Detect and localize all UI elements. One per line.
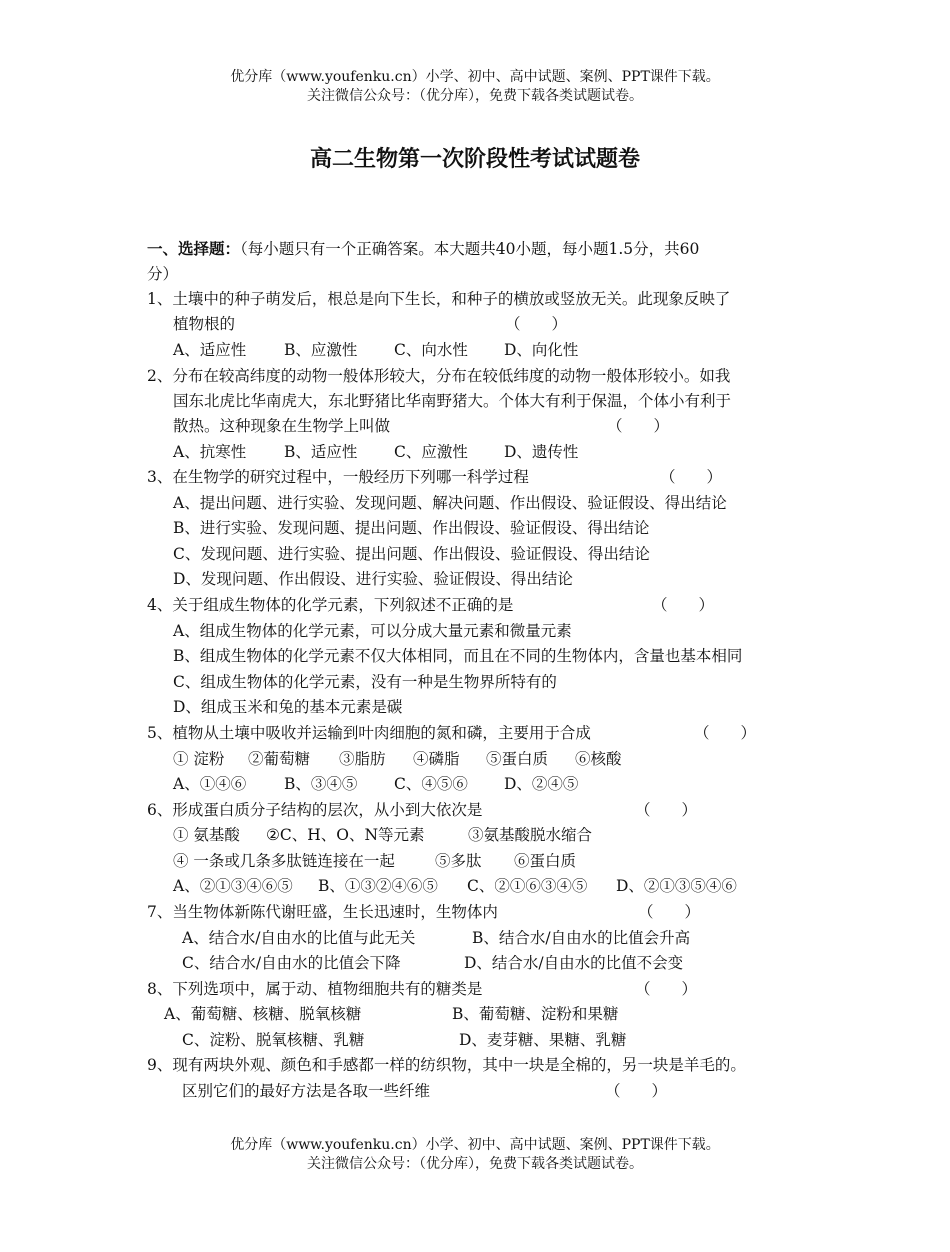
q6-item-4: ④ 一条或几条多肽链连接在一起: [173, 852, 395, 870]
header-line-1: 优分库（www.youfenku.cn）小学、初中、高中试题、案例、PPT课件下载。: [230, 69, 720, 85]
q1-option-d: D、向化性: [504, 341, 579, 359]
q6-item-6: ⑥蛋白质: [514, 852, 577, 870]
section-desc-cont: 分）: [147, 265, 179, 283]
q6-option-a: A、②①③④⑥⑤: [173, 877, 293, 895]
q3-option-a: A、提出问题、进行实验、发现问题、解决问题、作出假设、验证假设、得出结论: [173, 494, 727, 512]
q6-option-b: B、①③②④⑥⑤: [318, 877, 438, 895]
q7-answer-blank: （ ）: [638, 903, 701, 921]
q6-item-2: ②C、H、O、N等元素: [266, 826, 425, 844]
q1-stem-1: 1、土壤中的种子萌发后，根总是向下生长，和种子的横放或竖放无关。此现象反映了: [147, 290, 731, 308]
q3-option-c: C、发现问题、进行实验、提出问题、作出假设、验证假设、得出结论: [173, 545, 650, 563]
q7-option-c: C、结合水/自由水的比值会下降: [182, 954, 401, 972]
q5-option-a: A、①④⑥: [173, 775, 247, 793]
header-line-2: 关注微信公众号：（优分库），免费下载各类试题试卷。: [307, 88, 643, 104]
q5-item-6: ⑥核酸: [575, 750, 622, 768]
section-desc: （每小题只有一个正确答案。本大题共40小题，每小题1.5分，共60: [240, 240, 700, 258]
q6-answer-blank: （ ）: [635, 801, 698, 819]
q6-option-d: D、②①③⑤④⑥: [616, 877, 737, 895]
q8-option-a: A、葡萄糖、核糖、脱氧核糖: [164, 1005, 362, 1023]
q2-option-a: A、抗寒性: [173, 443, 247, 461]
q9-stem-2: 区别它们的最好方法是各取一些纤维: [182, 1082, 431, 1100]
q6-item-1: ① 氨基酸: [173, 826, 240, 844]
q5-option-b: B、③④⑤: [284, 775, 358, 793]
q4-option-d: D、组成玉米和兔的基本元素是碳: [173, 698, 403, 716]
q2-option-c: C、应激性: [394, 443, 468, 461]
q6-stem: 6、形成蛋白质分子结构的层次，从小到大依次是: [147, 801, 483, 819]
q2-option-d: D、遗传性: [504, 443, 579, 461]
q8-option-b: B、葡萄糖、淀粉和果糖: [452, 1005, 619, 1023]
q2-stem-3: 散热。这种现象在生物学上叫做: [173, 417, 391, 435]
q5-answer-blank: （ ）: [694, 724, 757, 742]
q3-option-d: D、发现问题、作出假设、进行实验、验证假设、得出结论: [173, 570, 573, 588]
page-title: 高二生物第一次阶段性考试试题卷: [309, 146, 640, 172]
q1-answer-blank: （ ）: [505, 315, 568, 333]
section-heading: [147, 238, 699, 260]
q4-stem: 4、关于组成生物体的化学元素，下列叙述不正确的是: [147, 596, 514, 614]
q8-option-c: C、淀粉、脱氧核糖、乳糖: [182, 1031, 365, 1049]
footer-line-1: 优分库（www.youfenku.cn）小学、初中、高中试题、案例、PPT课件下载。: [230, 1137, 720, 1153]
q1-stem-2: 植物根的: [173, 315, 236, 333]
q3-stem: 3、在生物学的研究过程中，一般经历下列哪一科学过程: [147, 468, 529, 486]
q2-stem-1: 2、分布在较高纬度的动物一般体形较大，分布在较低纬度的动物一般体形较小。如我: [147, 367, 731, 385]
q4-option-b: B、组成生物体的化学元素不仅大体相同，而且在不同的生物体内，含量也基本相同: [173, 647, 743, 665]
q5-option-c: C、④⑤⑥: [394, 775, 468, 793]
q1-option-a: A、适应性: [173, 341, 247, 359]
q8-option-d: D、麦芽糖、果糖、乳糖: [459, 1031, 627, 1049]
q5-item-4: ④磷脂: [413, 750, 460, 768]
q5-option-d: D、②④⑤: [504, 775, 579, 793]
q3-answer-blank: （ ）: [660, 468, 723, 486]
q2-option-b: B、适应性: [284, 443, 358, 461]
footer-line-2: 关注微信公众号：（优分库），免费下载各类试题试卷。: [307, 1156, 643, 1172]
q7-option-b: B、结合水/自由水的比值会升高: [472, 929, 691, 947]
q9-stem-1: 9、现有两块外观、颜色和手感都一样的纺织物，其中一块是全棉的，另一块是羊毛的。: [147, 1056, 746, 1074]
section-label: 一、选择题：: [147, 239, 241, 258]
q5-stem: 5、植物从土壤中吸收并运输到叶肉细胞的氮和磷，主要用于合成: [147, 724, 591, 742]
q2-stem-2: 国东北虎比华南虎大，东北野猪比华南野猪大。个体大有利于保温，个体小有利于: [173, 392, 732, 410]
q6-option-c: C、②①⑥③④⑤: [467, 877, 588, 895]
q4-option-c: C、组成生物体的化学元素，没有一种是生物界所特有的: [173, 673, 557, 691]
q7-option-a: A、结合水/自由水的比值与此无关: [182, 929, 416, 947]
q7-option-d: D、结合水/自由水的比值不会变: [464, 954, 684, 972]
q4-answer-blank: （ ）: [652, 596, 715, 614]
q3-option-b: B、进行实验、发现问题、提出问题、作出假设、验证假设、得出结论: [173, 519, 650, 537]
q2-answer-blank: （ ）: [607, 417, 670, 435]
q5-item-5: ⑤蛋白质: [486, 750, 549, 768]
q8-stem: 8、下列选项中，属于动、植物细胞共有的糖类是: [147, 980, 483, 998]
q6-item-3: ③氨基酸脱水缩合: [468, 826, 593, 844]
q4-option-a: A、组成生物体的化学元素，可以分成大量元素和微量元素: [173, 622, 572, 640]
q7-stem: 7、当生物体新陈代谢旺盛，生长迅速时，生物体内: [147, 903, 498, 921]
q8-answer-blank: （ ）: [635, 980, 698, 998]
q5-item-3: ③脂肪: [339, 750, 386, 768]
q5-item-2: ②葡萄糖: [248, 750, 311, 768]
q1-option-c: C、向水性: [394, 341, 468, 359]
q5-item-1: ① 淀粉: [173, 750, 225, 768]
q1-option-b: B、应激性: [284, 341, 358, 359]
q9-answer-blank: （ ）: [605, 1082, 668, 1100]
q6-item-5: ⑤多肽: [435, 852, 482, 870]
